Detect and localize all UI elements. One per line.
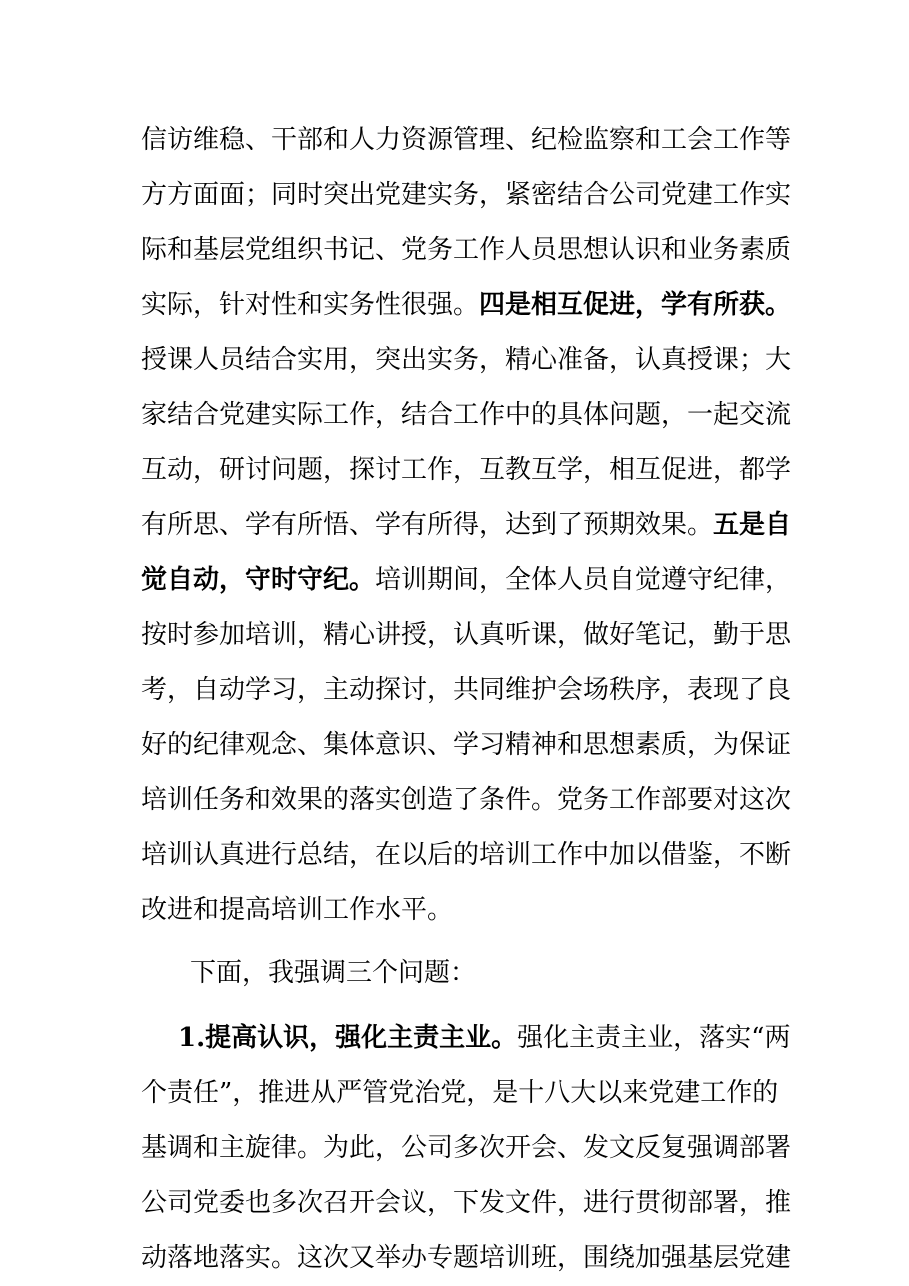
paragraph-1-line-13: 培训任务和效果的落实创造了条件。党务工作部要对这次 (141, 785, 792, 815)
paragraph-2-line-1: 下面，我强调三个问题： (190, 958, 477, 988)
bold-heading: 1.提高认识，强化主责主业。 (178, 1023, 518, 1053)
paragraph-1-line-14: 培训认真进行总结，在以后的培训工作中加以借鉴，不断 (141, 840, 792, 870)
line-text: 有所思、学有所悟、学有所得，达到了预期效果。 (141, 510, 714, 540)
paragraph-3-line-3: 基调和主旋律。为此，公司多次开会、发文反复强调部署 (141, 1133, 792, 1163)
line-text: 实际，针对性和实务性很强。 (141, 290, 480, 320)
line-text: 培训期间，全体人员自觉遵守纪律， (375, 565, 792, 595)
paragraph-1-line-6: 家结合党建实际工作，结合工作中的具体问题，一起交流 (141, 400, 792, 430)
paragraph-1-line-9 (141, 560, 792, 600)
paragraph-1-line-7: 互动，研讨问题，探讨工作，互教互学，相互促进，都学 (141, 455, 792, 485)
paragraph-1-line-5: 授课人员结合实用，突出实务，精心准备，认真授课；大 (141, 345, 792, 375)
paragraph-3-line-1 (178, 1018, 791, 1058)
paragraph-3-line-2: 个责任”，推进从严管党治党，是十八大以来党建工作的 (141, 1078, 779, 1108)
line-text: 强化主责主业，落实“两 (517, 1023, 791, 1053)
bold-heading: 五是自 (713, 510, 792, 540)
bold-heading: 四是相互促进，学有所获。 (479, 290, 792, 320)
paragraph-1-line-3: 际和基层党组织书记、党务工作人员思想认识和业务素质 (141, 235, 792, 265)
paragraph-1-line-12: 好的纪律观念、集体意识、学习精神和思想素质，为保证 (141, 730, 792, 760)
paragraph-1-line-4 (141, 285, 792, 325)
paragraph-1-line-8 (141, 505, 792, 545)
paragraph-3-line-4: 公司党委也多次召开会议，下发文件，进行贯彻部署，推 (141, 1188, 792, 1218)
paragraph-1-line-1: 信访维稳、干部和人力资源管理、纪检监察和工会工作等 (141, 125, 792, 155)
paragraph-1-line-10: 按时参加培训，精心讲授，认真听课，做好笔记，勤于思 (141, 620, 792, 650)
paragraph-1-line-11: 考，自动学习，主动探讨，共同维护会场秩序，表现了良 (141, 675, 792, 705)
bold-heading: 觉自动，守时守纪。 (141, 565, 376, 595)
paragraph-3-line-5: 动落地落实。这次又举办专题培训班，围绕加强基层党建 (141, 1243, 792, 1273)
paragraph-1-line-15: 改进和提高培训工作水平。 (141, 895, 454, 925)
paragraph-1-line-2: 方方面面；同时突出党建实务，紧密结合公司党建工作实 (141, 180, 792, 210)
